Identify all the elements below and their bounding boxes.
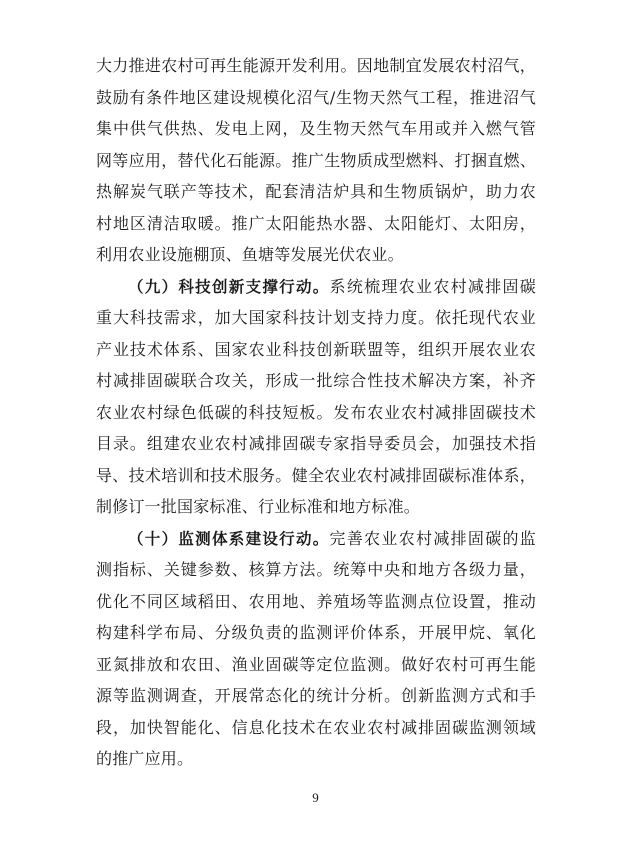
text-line: 亚氮排放和农田、渔业固碳等定位监测。做好农村可再生能: [96, 654, 536, 674]
text-line: 目录。组建农业农村减排固碳专家指导委员会，加强技术指: [96, 434, 536, 453]
section-first-line: [96, 523, 536, 555]
text-line: 导、技术培训和技术服务。健全农业农村减排固碳标准体系，: [96, 465, 536, 485]
text-line: 优化不同区域稻田、农用地、养殖场等监测点位设置，推动: [96, 591, 536, 611]
text-line: 热解炭气联产等技术，配套清洁炉具和生物质锅炉，助力农: [96, 182, 536, 201]
text-line: 利用农业设施棚顶、鱼塘等发展光伏农业。: [96, 245, 404, 264]
section-first-line: [96, 271, 536, 303]
page-number: 9: [312, 790, 319, 805]
document-body: [96, 50, 536, 775]
paragraph-section-10: [96, 523, 536, 775]
text-line: 测指标、关键参数、核算方法。统筹中央和地方各级力量，: [96, 560, 536, 579]
paragraph-renewable-energy: [96, 50, 536, 271]
text-line: 段，加快智能化、信息化技术在农业农村减排固碳监测领域: [96, 717, 536, 737]
text-line: 农业农村绿色低碳的科技短板。发布农业农村减排固碳技术: [96, 402, 536, 422]
section-heading: （九）科技创新支撑行动。: [128, 277, 330, 296]
text-line: 大力推进农村可再生能源开发利用。因地制宜发展农村沼气，: [96, 56, 536, 75]
paragraph-section-9: [96, 271, 536, 523]
text-line: 产业技术体系、国家农业科技创新联盟等，组织开展农业农: [96, 339, 536, 359]
text-line: 鼓励有条件地区建设规模化沼气/生物天然气工程，推进沼气: [96, 87, 536, 107]
text-line: 村减排固碳联合攻关，形成一批综合性技术解决方案，补齐: [96, 371, 536, 390]
text-line: 重大科技需求，加大国家科技计划支持力度。依托现代农业: [96, 308, 536, 327]
text-line: 集中供气供热、发电上网，及生物天然气车用或并入燃气管: [96, 119, 536, 138]
text-line: 网等应用，替代化石能源。推广生物质成型燃料、打捆直燃、: [96, 150, 536, 170]
text-line: 源等监测调查，开展常态化的统计分析。创新监测方式和手: [96, 686, 536, 705]
text-span: 完善农业农村减排固碳的监: [329, 528, 536, 548]
text-line: 构建科学布局、分级负责的监测评价体系，开展甲烷、氧化: [96, 623, 536, 642]
text-line: 的推广应用。: [96, 749, 194, 768]
text-line: 村地区清洁取暖。推广太阳能热水器、太阳能灯、太阳房，: [96, 213, 536, 233]
text-span: 系统梳理农业农村减排固碳: [329, 276, 536, 296]
section-heading: （十）监测体系建设行动。: [128, 529, 330, 548]
text-line: 制修订一批国家标准、行业标准和地方标准。: [96, 497, 421, 516]
